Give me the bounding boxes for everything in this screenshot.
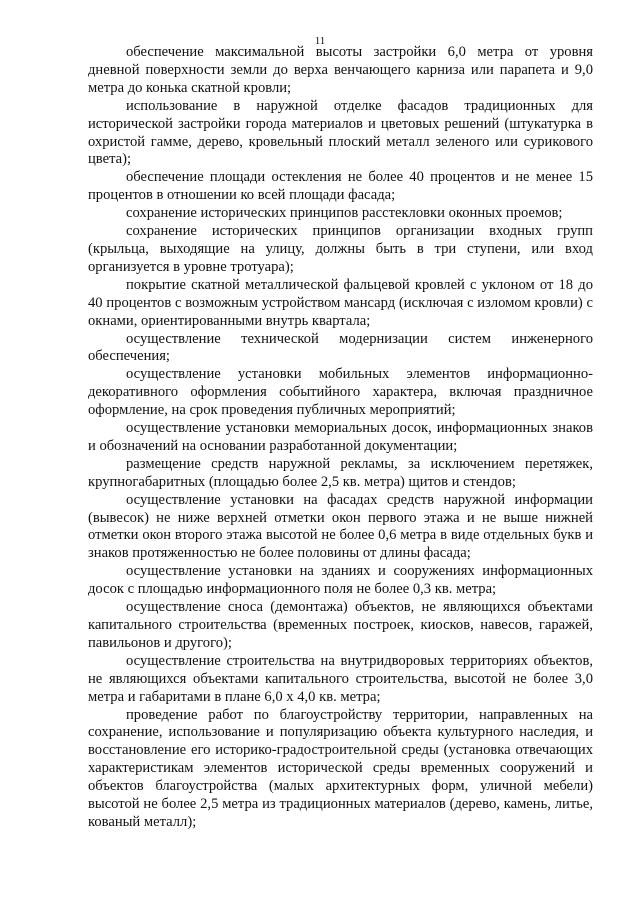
- document-body: [88, 44, 593, 832]
- paragraph-window-principles: сохранение исторических принципов расстекловки оконных проемов;: [126, 205, 563, 222]
- paragraph-glazing-area: обеспечение площади остекления не более 40 процентов и не менее 15 процентов в отношении ко всей площади фасада;: [88, 169, 593, 204]
- paragraph-entrance-groups: сохранение исторических принципов организации входных групп (крыльца, выходящие на улицу, должны быть в три ступени, или вход организуется в уровне тротуара);: [88, 223, 593, 275]
- paragraph-outdoor-advertising: размещение средств наружной рекламы, за исключением перетяжек, крупногабаритных (площадью более 2,5 кв. метра) щитов и стендов;: [88, 455, 593, 490]
- paragraph-roof-covering: покрытие скатной металлической фальцевой кровлей с уклоном от 18 до 40 процентов с возможным устройством мансард (исключая с изломом кровли) с окнами, ориентированными внутрь квартала;: [88, 276, 593, 329]
- page-number: 11: [314, 35, 326, 47]
- paragraph-landscaping: проведение работ по благоустройству территории, направленных на сохранение, использование и популяризацию объекта культурного наследия, и восстановление его историко-градостроительной среды (установка отвечающих характеристикам элементов исторической среды временных сооружений и объектов благоустройства (малых архитектурных форм, уличной мебели) высотой не более 2,5 метра из традиционных материалов (дерево, камень, литье, кованый металл);: [88, 706, 593, 830]
- paragraph-signage: осуществление установки на фасадах средств наружной информации (вывесок) не ниже верхней отметки окон первого этажа и не выше нижней отметки окон второго этажа высотой не более 0,6 метра в виде отдельных букв и знаков протяженностью не более половины от длины фасада;: [88, 491, 593, 562]
- paragraph-info-boards: осуществление установки на зданиях и сооружениях информационных досок с площадью информационного поля не более 0,3 кв. метра;: [88, 563, 593, 598]
- paragraph-mobile-decor: осуществление установки мобильных элементов информационно-декоративного оформления событийного характера, включая праздничное оформление, на срок проведения публичных мероприятий;: [88, 366, 593, 419]
- paragraph-engineering-modernization: осуществление технической модернизации систем инженерного обеспечения;: [88, 330, 593, 365]
- paragraph-facade-materials: использование в наружной отделке фасадов традиционных для исторической застройки города материалов и цветовых решений (штукатурка в охристой гамме, дерево, кровельный плоский металл зеленого или сурикового цвета);: [88, 97, 593, 168]
- paragraph-courtyard-construction: осуществление строительства на внутридворовых территориях объектов, не являющихся объектами капитального строительства, высотой не более 3,0 метра и габаритами в плане 6,0 х 4,0 кв. метра;: [88, 652, 593, 705]
- paragraph-memorial-plaques: осуществление установки мемориальных досок, информационных знаков и обозначений на основании разработанной документации;: [88, 420, 593, 454]
- paragraph-demolition: осуществление сноса (демонтажа) объектов, не являющихся объектами капитального строительства (временных построек, киосков, навесов, гаражей, павильонов и другого);: [88, 599, 593, 651]
- paragraph-max-height: обеспечение максимальной высоты застройки 6,0 метра от уровня дневной поверхности земли до верха венчающего карниза или парапета и 9,0 метра до конька скатной кровли;: [88, 44, 593, 96]
